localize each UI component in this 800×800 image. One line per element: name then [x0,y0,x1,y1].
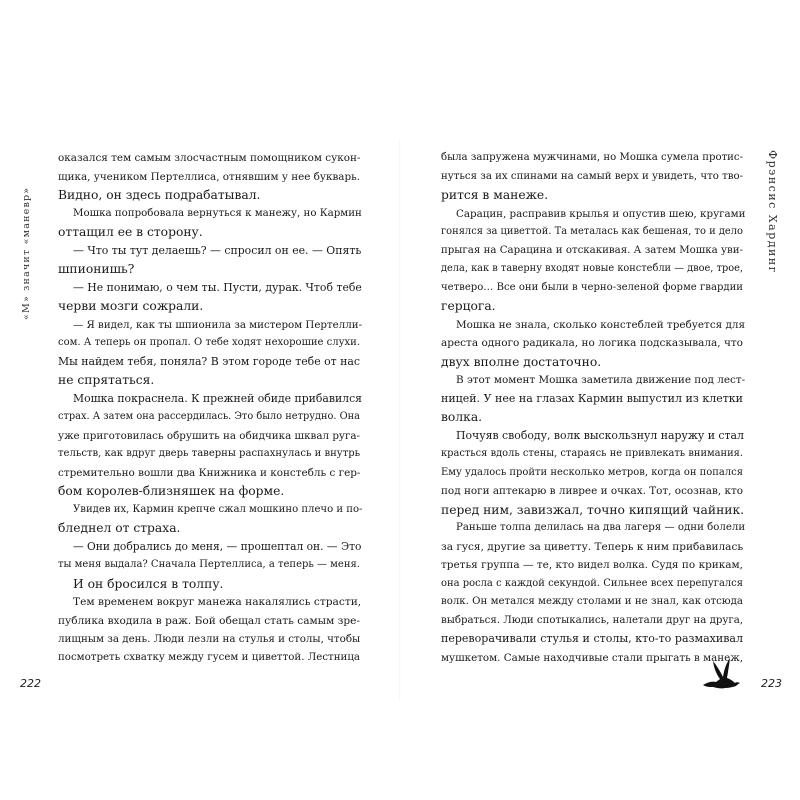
text-line: — Я видел, как ты шпионила за мистером Пертелли- [73,318,363,331]
text-line: двух вполне достаточно. [441,354,602,369]
text-line: бом королев-близняшек на форме. [58,484,285,498]
text-line: черви мозги сожрали. [58,299,204,313]
text-line: бледнел от страха. [58,521,181,535]
text-line: Видно, он здесь подрабатывал. [58,188,261,202]
text-line: — Что ты тут делаешь? — спросил он ее. — Опять [73,243,362,257]
text-line: лищным за день. Люди лезли на стулья и столы, чтобы [58,633,361,645]
text-line: мушкетом. Самые находчивые стали прыгать в манеж, [441,651,744,664]
text-line: она росла с каждой секундой. Сильнее всех перепугался [441,577,743,589]
text-line: гонялся за циветтой. Та металась как бешеная, то и дело [441,226,743,237]
text-line: Мошка попробовала вернуться к манежу, но Кармин [73,207,362,219]
text-line: Мошка не знала, сколько констеблей требуется для [456,318,746,331]
text-line: стремительно вошли два Книжника и констебль с гер- [58,466,361,479]
running-head-left: «М» значит «маневр» [21,186,32,320]
text-line: перед ним, завизжал, точно кипящий чайник. [441,502,745,517]
text-line: четверо… Все они были в черно-зеленой форме гвардии [441,281,743,293]
text-line: щика, учеником Пертеллиса, отнявшим у нее букварь. [58,170,360,183]
text-line: — Не понимаю, о чем ты. Пусти, дурак. Чтоб тебе [73,280,362,294]
text-line: Почуяв свободу, волк выскользнул наружу и стал [456,428,744,442]
text-line: уже приготовилась обрушить на обидчика шквал руга- [58,429,361,442]
text-line: волка. [441,410,483,424]
text-line: герцога. [441,299,496,313]
right-page-text [441,149,746,667]
text-line: рится в манеже. [441,188,549,202]
text-line: Мы найдем тебя, поняла? В этом городе тебе от нас [58,354,360,368]
text-line: Сарацин, расправив крылья и опустив шею, кругами [456,207,746,220]
text-line: сом. А теперь он пропал. О тебе ходят нехорошие слухи. [58,337,360,348]
text-line: посмотреть схватку между гусем и циветтой. Лестница [58,651,360,663]
text-line: была запружена мужчинами, но Мошка сумела протис- [441,152,743,163]
text-line: ареста одного радикала, но логика подсказывала, что [441,337,743,349]
text-line: страх. А затем она рассердилась. Это было нетрудно. Она [58,411,360,422]
text-line: переворачивали стулья и столы, кто-то размахивал [441,632,743,645]
text-line: за гуся, другие за циветту. Теперь к ним прибавилась [441,540,744,553]
running-head-right: Фрэнсис Хардинг [766,150,779,274]
text-line: оттащил ее в сторону. [58,225,203,239]
right-page [400,0,800,800]
text-line: оказался тем самым злосчастным помощником сукон- [58,152,361,164]
text-line: дела, как в таверну входят новые констебли — двое, трое, [441,263,743,274]
text-line: нуться за их спинами на самый верх и увидеть, что тво- [441,170,744,182]
text-line: И он бросился в толпу. [73,576,224,591]
text-line: Тем временем вокруг манежа накалялись страсти, [73,595,362,608]
text-line: прыгая на Сарацина и отскакивая. А затем Мошка уви- [441,244,743,256]
text-line: Раньше толпа делилась на два лагеря — одни болели [456,522,746,533]
text-line: ты меня выдала? Сначала Пертеллиса, а теперь — меня. [58,559,360,570]
text-line: тельств, как вдруг дверь таверны распахнулась и внутрь [58,448,361,459]
text-line: Ему удалось пройти несколько метров, когда он попался [441,466,744,478]
text-line: волк. Он метался между столами и не знал, как отсюда [441,596,743,607]
text-line: шпионишь? [58,262,135,276]
text-line: красться вдоль стены, стараясь не привлекать внимания. [441,448,743,459]
left-page-text [58,149,363,667]
text-line: ницей. У нее на глазах Кармин выпустил из клетки [441,391,743,405]
text-line: выбраться. Люди спотыкались, налетали друг на друга, [441,614,743,626]
text-line: не спрятаться. [58,373,155,387]
text-line: Мошка покраснела. К прежней обиде прибавился [73,391,362,405]
text-line: третья группа — те, кто видел волка. Судя по крикам, [441,559,743,571]
page-number-right: 223 [761,677,782,690]
text-line: под ноги аптекарю в ливрее и очках. Тот, осознав, кто [441,485,743,497]
text-line: публика входила в раж. Бой обещал стать самым зре- [58,614,360,627]
text-line: Увидев их, Кармин крепче сжал мошкино плечо и по- [73,503,363,515]
text-line: — Они добрались до меня, — прошептал он. — Это [73,539,362,553]
text-line: В этот момент Мошка заметила движение под лест- [456,374,746,386]
page-number-left: 222 [20,677,41,690]
goose-ornament-icon [700,655,742,697]
